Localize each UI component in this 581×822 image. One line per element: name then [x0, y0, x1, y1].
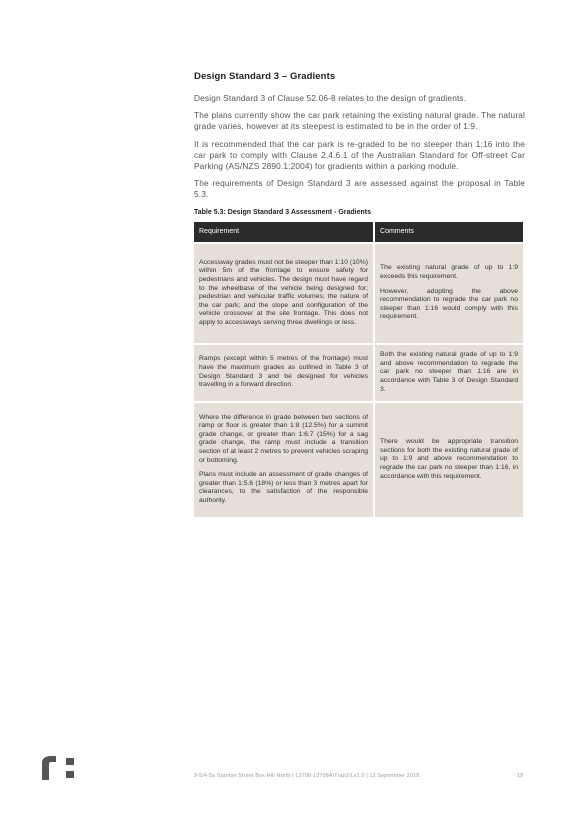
- document-body: [194, 71, 525, 517]
- footer-text: 9-5/4-5a Stanton Street Box Hill North | 13708-13708A/Trap2/Lv1.0 | 12 September 2018: [194, 773, 420, 779]
- paragraph: The requirements of Design Standard 3 are assessed against the proposal in Table 5.3.: [194, 178, 525, 200]
- comments-cell: [375, 242, 523, 343]
- header-requirement: Requirement: [194, 222, 373, 242]
- paragraph: It is recommended that the car park is re-graded to be no steeper than 1:16 into the car park to comply with Clause 2.4.6.1 of the Australian Standard for Off-street Car Parking (AS/NZS 2890.1:2004) for gradients within a parking module.: [194, 138, 525, 172]
- assessment-table: [192, 222, 525, 517]
- table-caption: Table 5.3: Design Standard 3 Assessment - Gradients: [194, 208, 371, 216]
- paragraph: Design Standard 3 of Clause 52.06-8 relates to the design of gradients.: [194, 93, 467, 103]
- page-number: 19: [517, 773, 524, 779]
- cell-text: Ramps (except within 5 metres of the frontage) must have the maximum grades as outlined in Table 3 of Design Standard 3 and be designed for vehicles travelling in a forward direction.: [199, 355, 369, 389]
- comments-cell: [375, 343, 523, 401]
- cell-text: Where the difference in grade between two sections of ramp or floor is greater than 1:8 (12.5%) for a summit grade change, or greater than 1:6.7 (15%) for a sag grade change, the ramp must include a transition section of at least 2 metres to prevent vehicles scraping or bottoming.: [199, 413, 369, 464]
- table-row: [194, 242, 523, 343]
- header-comments: Comments: [375, 222, 523, 242]
- paragraph: The plans currently show the car park retaining the existing natural grade. The natural grade varies, however at its steepest is estimated to be in the order of 1:9.: [194, 110, 525, 132]
- cell-text: Plans must include an assessment of grade changes of greater than 1:5.6 (18%) or less than 3 metres apart for clearances, to the satisfaction of the responsible authority.: [199, 471, 369, 504]
- cell-text: However, adopting the above recommendation to regrade the car park no steeper than 1:16 would comply with this requirement.: [380, 287, 518, 321]
- ratio-logo-icon: [42, 756, 76, 780]
- table-row: [194, 343, 523, 401]
- table-header-row: [194, 222, 523, 242]
- requirement-cell: [194, 343, 373, 401]
- cell-text: There would be appropriate transition sections for both the existing natural grade of up to 1:9 and above recommendation to regrade the car park no steeper than 1:16, in accordance with this requirement.: [380, 438, 518, 480]
- requirement-cell: [194, 242, 373, 343]
- cell-text: The existing natural grade of up to 1:9 exceeds this requirement.: [380, 264, 518, 280]
- cell-text: Both the existing natural grade of up to 1:9 and above recommendation to regrade the car park no steeper than 1:16 are in accordance with Table 3 of Design Standard 3.: [380, 351, 518, 393]
- cell-text: Accessway grades must not be steeper than 1:10 (10%) within 5m of the frontage to ensure safety for pedestrians and vehicles. The design must have regard to the wheelbase of the vehicle being designed for; pedestrian and vehicular traffic volumes; the nature of the car park; and the slope and configuration of the vehicle crossover at the site frontage. This does not apply to accessways serving three dwellings or less.: [199, 258, 369, 326]
- requirement-cell: [194, 401, 373, 517]
- table-row: [194, 401, 523, 517]
- comments-cell: [375, 401, 523, 517]
- section-heading: Design Standard 3 – Gradients: [194, 71, 336, 82]
